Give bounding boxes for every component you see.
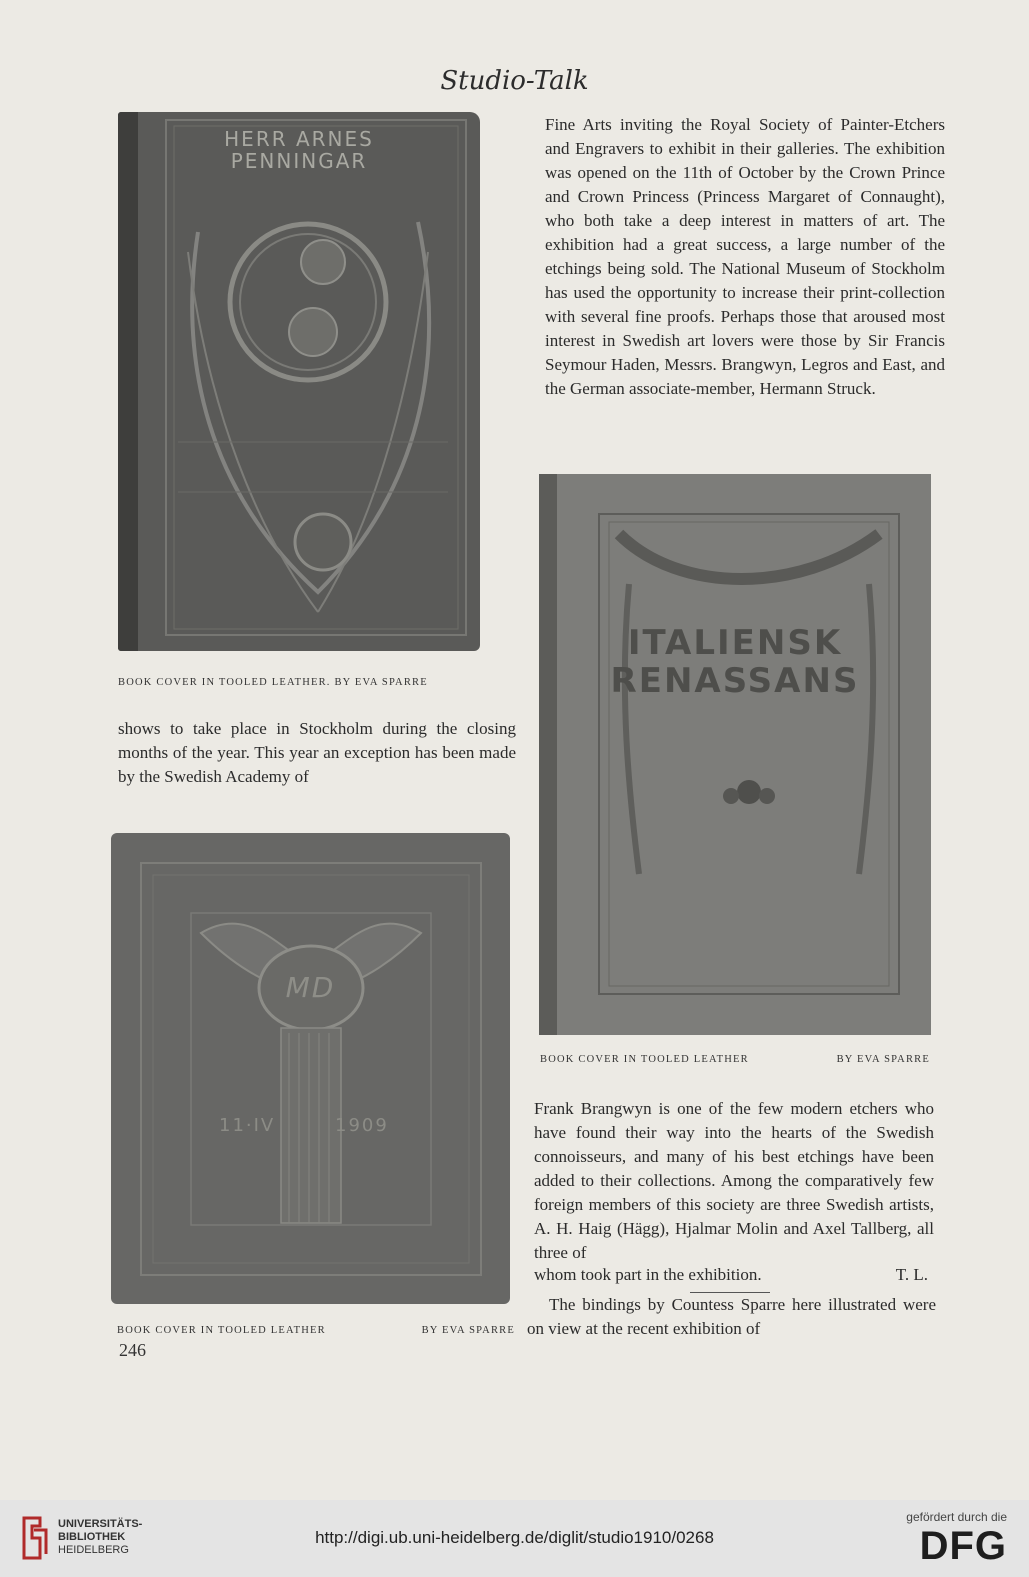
cover3-date-right: 1909 <box>335 1115 389 1136</box>
text-column-final: The bindings by Countess Sparre here illustrated were on view at the recent exhibition of <box>527 1295 936 1338</box>
running-title: Studio-Talk <box>440 66 589 96</box>
cover2-title-line2: RENASSANS <box>610 661 860 701</box>
cover2-title <box>539 624 931 700</box>
caption-cover-2-title: BOOK COVER IN TOOLED LEATHER <box>540 1054 749 1065</box>
author-initials: T. L. <box>895 1265 928 1284</box>
text-column-bottom-right: Frank Brangwyn is one of the few modern etchers who have found their way into the hearts of the Swedish connoisseurs, and many of his best etchings have been added to their collections. Among the comparatively few foreign members of this society are three Swedish artists, A. H. Haig (Hägg), Hjalmar Molin and Axel Tallberg, all three of <box>534 1099 934 1262</box>
book-cover-italiensk-renassans <box>539 474 931 1035</box>
caption-cover-3-title: BOOK COVER IN TOOLED LEATHER <box>117 1325 326 1336</box>
signoff-text: whom took part in the exhibition. <box>534 1265 762 1284</box>
caption-cover-3 <box>117 1325 515 1336</box>
dfg-logo[interactable]: DFG <box>919 1524 1007 1568</box>
caption-cover-2-artist: BY EVA SPARRE <box>836 1054 930 1065</box>
text-column-mid-left: shows to take place in Stockholm during the closing months of the year. This year an exception has been made by the Swedish Academy of <box>118 719 516 786</box>
page-number: 246 <box>119 1340 146 1360</box>
cover2-title-line1: ITALIENSK <box>627 623 843 663</box>
text-column-top-right: Fine Arts inviting the Royal Society of Painter-Etchers and Engravers to exhibit in their galleries. The exhibition was opened on the 11th of October by the Crown Prince and Crown Princess (Princess Margaret of Connaught), who both take a deep interest in matters of art. The exhibition had a great success, a large number of the etchings being sold. The National Museum of Stockholm has used the opportunity to increase their print-collection with several fine proofs. Perhaps those that aroused most interest in Swedish art lovers were those by Sir Francis Seymour Haden, Messrs. Brangwyn, Legros and East, and the German associate-member, Hermann Struck. <box>545 115 945 398</box>
cover2-ornament <box>539 474 931 1035</box>
library-name-line3: HEIDELBERG <box>58 1544 129 1556</box>
book-cover-md-1909 <box>111 833 510 1304</box>
cover1-title <box>118 128 480 172</box>
signoff-line <box>534 1265 934 1285</box>
cover1-ornament <box>118 112 480 651</box>
viewer-footer <box>0 1500 1029 1577</box>
caption-cover-3-artist: BY EVA SPARRE <box>421 1325 515 1336</box>
library-name-line2: BIBLIOTHEK <box>58 1531 126 1543</box>
cover3-ornament <box>111 833 510 1304</box>
caption-cover-2 <box>540 1054 930 1065</box>
cover3-monogram: MD <box>285 971 336 1004</box>
cover1-title-line1: HERR ARNES <box>224 127 374 151</box>
funding-label: gefördert durch die <box>906 1510 1007 1524</box>
caption-cover-1: BOOK COVER IN TOOLED LEATHER. BY EVA SPARRE <box>118 677 428 688</box>
cover1-title-line2: PENNINGAR <box>230 149 368 173</box>
book-cover-herr-arnes-penningar <box>118 112 480 651</box>
cover3-date-left: 11·IV <box>219 1115 276 1136</box>
library-name-line1: UNIVERSITÄTS- <box>58 1518 143 1530</box>
permalink-url[interactable]: http://digi.ub.uni-heidelberg.de/diglit/studio1910/0268 <box>315 1528 714 1547</box>
